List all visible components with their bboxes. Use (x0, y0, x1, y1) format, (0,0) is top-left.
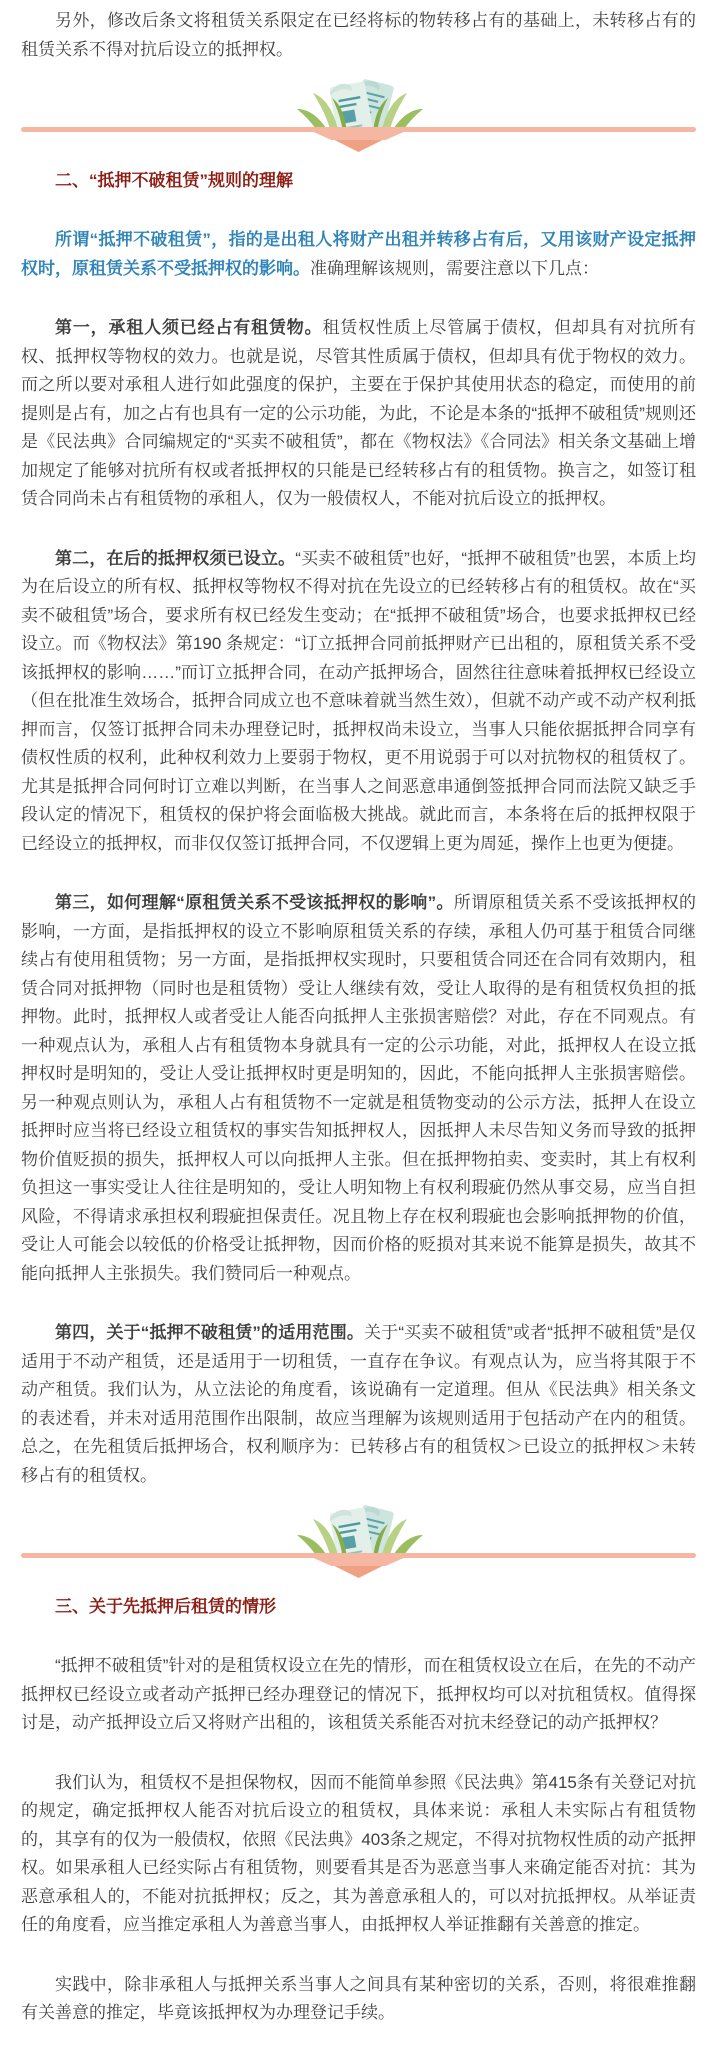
section3-text-1: “抵押不破租赁”针对的是租赁权设立在先的情形，而在租赁权设立在后，在先的不动产抵押权已经设立或者动产抵押已经办理登记的情况下，抵押权均可以对抗租赁权。值得探讨是，动产抵押设立后又将财产出租的，该租赁关系能否对抗未经登记的动产抵押权？ (21, 1656, 696, 1732)
lead-emphasis-text: 所谓“抵押不破租赁”，指的是出租人将财产出租并转移占有后，又用该财产设定抵押权时，原租赁关系不受抵押权的影响。 (21, 230, 696, 278)
section3-text-2: 我们认为，租赁权不是担保物权，因而不能简单参照《民法典》第415条有关登记对抗的规定，确定抵押权人能否对抗后设立的租赁权，具体来说：承租人未实际占有租赁物的，其享有的仅为一般债权，依照《民法典》403条之规定，不得对抗物权性质的动产抵押权。如果承租人已经实际占有租赁物，则要看其是否为恶意当事人来确定能否对抗：其为恶意承租人的，不能对抗抵押权；反之，其为善意承租人的，可以对抗抵押权。从举证责任的角度看，应当推定承租人为善意当事人，由抵押权人举证推翻有关善意的推定。 (21, 1772, 696, 1934)
lead-rest-text: 准确理解该规则，需要注意以下几点： (310, 258, 599, 278)
point1-text: 租赁权性质上尽管属于债权，但却具有对抗所有权、抵押权等物权的效力。也就是说，尽管其性质属于债权，但却具有优于物权的效力。而之所以要对承租人进行如此强度的保护，主要在于保护其使用状态的稳定，而使用的前提则是占有，加之占有也具有一定的公示功能，为此，不论是本条的“抵押不破租赁”规则还是《民法典》合同编规定的“买卖不破租赁”，都在《物权法》《合同法》相关条文基础上增加规定了能够对抗所有权或者抵押权的只能是已经转移占有的租赁物。换言之，如签订租赁合同尚未占有租赁物的承租人，仅为一般债权人，不能对抗后设立的抵押权。 (21, 318, 697, 508)
section3-paragraph-1 (21, 1652, 696, 1738)
paragraph-point-2 (21, 545, 696, 859)
article-body (21, 7, 696, 2028)
divider-arrow-fold (314, 132, 404, 140)
paragraph-point-3 (21, 889, 696, 1288)
point4-title: 第四，关于“抵押不破租赁”的适用范围。 (55, 1323, 365, 1342)
paragraph-point-4 (21, 1319, 696, 1490)
papers-in-grass-icon (269, 1502, 449, 1560)
divider-arrow-fold (314, 1558, 404, 1566)
point4-text: 关于“买卖不破租赁”或者“抵押不破租赁”是仅适用于不动产租赁，还是适用于一切租赁，一直存在争议。有观点认为，应当将其限于不动产租赁。我们认为，从立法论的角度看，该说确有一定道理。但从《民法典》相关条文的表述看，并未对适用范围作出限制，故应当理解为该规则适用于包括动产在内的租赁。总之，在先租赁后抵押场合，权利顺序为：已转移占有的租赁权＞已设立的抵押权＞未转移占有的租赁权。 (21, 1323, 696, 1485)
section2-heading: 二、“抵押不破租赁”规则的理解 (55, 171, 293, 190)
divider-line (21, 1553, 696, 1558)
section-divider-2 (21, 1503, 696, 1583)
section3-text-3: 实践中，除非承租人与抵押关系当事人之间具有某种密切的关系，否则，将很难推翻有关善意的推定，毕竟该抵押权为办理登记手续。 (21, 1974, 696, 2022)
section3-paragraph-2 (21, 1769, 696, 1940)
section3-heading: 三、关于先抵押后租赁的情形 (55, 1597, 276, 1616)
paragraph-point-1 (21, 314, 696, 514)
point1-title: 第一，承租人须已经占有租赁物。 (55, 318, 323, 337)
papers-in-grass-icon (269, 76, 449, 134)
divider-arrow-icon (335, 1566, 383, 1578)
point3-title: 第三，如何理解“原租赁关系不受该抵押权的影响”。 (55, 893, 454, 912)
section-divider-1 (21, 77, 696, 157)
point2-title: 第二，在后的抵押权须已设立。 (55, 548, 296, 568)
point3-text: 所谓原租赁关系不受该抵押权的影响，一方面，是指抵押权的设立不影响原租赁关系的存续，承租人仍可基于租赁合同继续占有使用租赁物；另一方面，是指抵押权实现时，只要租赁合同还在合同有效期内，租赁合同对抵押物（同时也是租赁物）受让人继续有效，受让人取得的是有租赁权负担的抵押物。此时，抵押权人或者受让人能否向抵押人主张损害赔偿？对此，存在不同观点。有一种观点认为，承租人占有租赁物本身就具有一定的公示功能，对此，抵押权人在设立抵押权时是明知的，受让人受让抵押权时更是明知的，因此，不能向抵押人主张损害赔偿。另一种观点则认为，承租人占有租赁物不一定就是租赁物变动的公示方法，抵押人在设立抵押时应当将已经设立租赁权的事实告知抵押权人，因抵押人未尽告知义务而导致的抵押物价值贬损的损失，抵押权人可以向抵押人主张。但在抵押物拍卖、变卖时，其上有权利负担这一事实受让人往往是明知的，受让人明知物上有权利瑕疵仍然从事交易，应当自担风险，不得请求承担权利瑕疵担保责任。况且物上存在权利瑕疵也会影响抵押物的价值，受让人可能会以较低的价格受让抵押物，因而价格的贬损对其来说不能算是损失，故其不能向抵押人主张损失。我们赞同后一种观点。 (21, 893, 697, 1283)
section3-paragraph-3 (21, 1971, 696, 2028)
divider-arrow-icon (335, 140, 383, 152)
intro-text: 另外，修改后条文将租赁关系限定在已经将标的物转移占有的基础上，未转移占有的租赁关系不得对抗后设立的抵押权。 (21, 11, 696, 59)
intro-paragraph (21, 7, 696, 64)
point2-text: “买卖不破租赁”也好，“抵押不破租赁”也罢，本质上均为在后设立的所有权、抵押权等物权不得对抗在先设立的已经转移占有的租赁权。故在“买卖不破租赁”场合，要求所有权已经发生变动；在“抵押不破租赁”场合，也要求抵押权已经设立。而《物权法》第190 条规定：“订立抵押合同前抵押财产已出租的，原租赁关系不受该抵押权的影响……”而订立抵押合同，在动产抵押场合，固然往往意味着抵押权已经设立（但在批准生效场合，抵押合同成立也不意味着就当然生效），但就不动产或不动产权利抵押而言，仅签订抵押合同未办理登记时，抵押权尚未设立，当事人只能依据抵押合同享有债权性质的权利，此种权利效力上要弱于物权，更不用说弱于可以对抗物权的租赁权了。尤其是抵押合同何时订立难以判断，在当事人之间恶意串通倒签抵押合同而法院又缺乏手段认定的情况下，租赁权的保护将会面临极大挑战。就此而言，本条将在后的抵押权限于已经设立的抵押权，而非仅仅签订抵押合同，不仅逻辑上更为周延，操作上也更为便捷。 (21, 548, 696, 853)
section2-lead-paragraph (21, 226, 696, 283)
divider-line (21, 127, 696, 132)
